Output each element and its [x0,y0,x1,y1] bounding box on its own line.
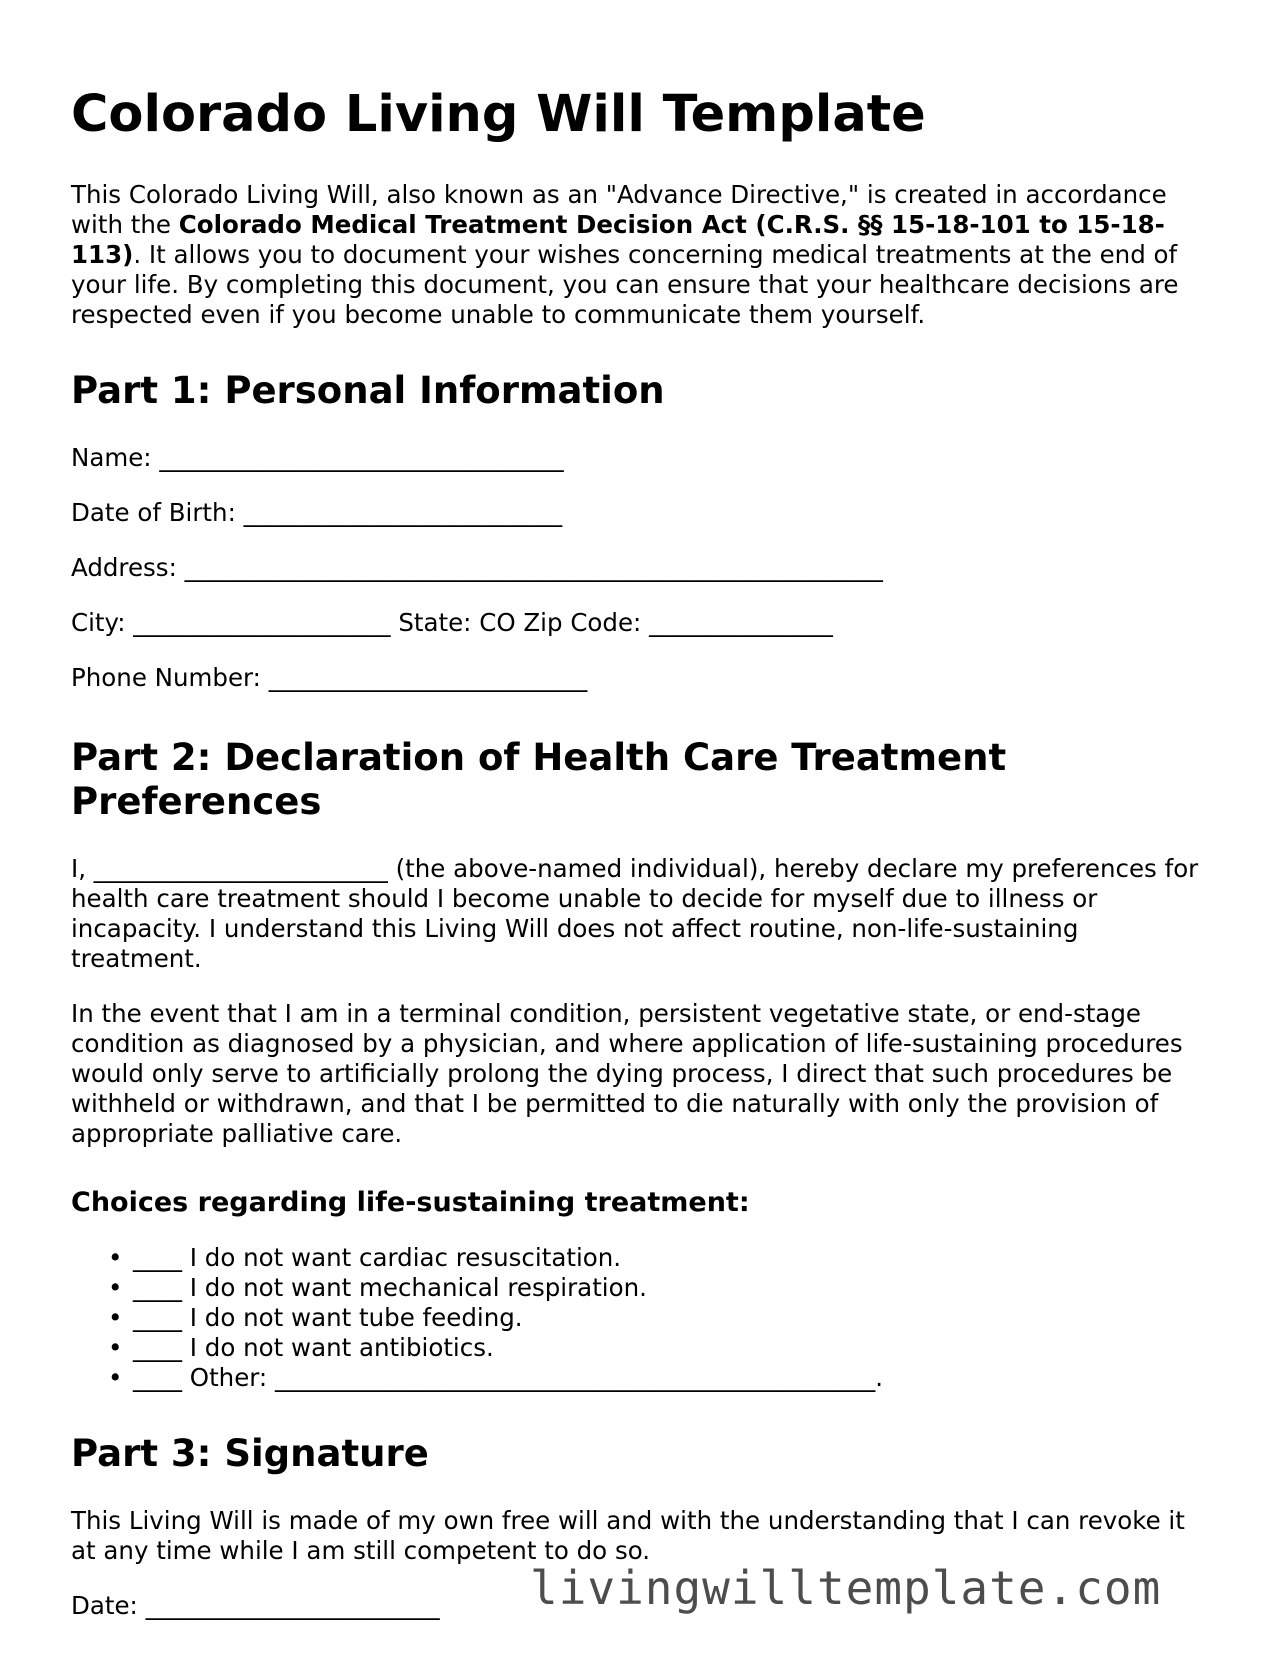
choice-cardiac: ____ I do not want cardiac resuscitation. [133,1243,622,1272]
list-item [108,1273,1211,1303]
intro-act-citation: Colorado Medical Treatment Decision Act (C.R.S. §§ 15-18-101 to 15-18-113) [71,210,1165,269]
intro-text-end: . It allows you to document your wishes concerning medical treatments at the end of your life. By completing this document, you can ensure that your healthcare decisions are respected even if you become unable to communicate them yourself. [71,240,1179,329]
choice-tube-feeding: ____ I do not want tube feeding. [133,1303,523,1332]
declaration-paragraph: I, ________________________ (the above-named individual), hereby declare my preferences for health care treatment should I become unable to decide for myself due to illness or incapacity. I understand this Living Will does not affect routine, non-life-sustaining treatment. [71,854,1199,973]
part3-heading: Part 3: Signature [71,1432,429,1475]
list-item [108,1243,1211,1273]
name-field: Name: _________________________________ [71,443,564,472]
list-item [108,1333,1211,1363]
list-item [108,1303,1211,1333]
phone-field: Phone Number: __________________________ [71,663,588,692]
choices-list [71,1243,1211,1393]
city-state-zip-field: City: _____________________ State: CO Zip Code: _______________ [71,608,833,637]
bullet-icon: • [108,1303,123,1332]
document-page [71,84,1211,1646]
bullet-icon: • [108,1273,123,1302]
choice-respiration: ____ I do not want mechanical respiration. [133,1273,647,1302]
intro-text-start: This Colorado Living Will, also known as an "Advance Directive," is created in accordance with the [71,180,1167,239]
choice-other: ____ Other: _________________________________________________. [133,1363,884,1392]
part1-heading: Part 1: Personal Information [71,369,665,412]
bullet-icon: • [108,1333,123,1362]
signature-statement: This Living Will is made of my own free will and with the understanding that I can revoke it at any time while I am still competent to do so. [71,1506,1185,1565]
list-item [108,1363,1211,1393]
document-title: Colorado Living Will Template [71,85,926,144]
part2-heading: Part 2: Declaration of Health Care Treatment Preferences [71,736,1007,823]
bullet-icon: • [108,1363,123,1392]
choice-antibiotics: ____ I do not want antibiotics. [133,1333,494,1362]
choices-heading: Choices regarding life-sustaining treatment: [71,1187,750,1218]
date-field: Date: ________________________ [71,1591,440,1620]
address-field: Address: _________________________________________________________ [71,553,883,582]
dob-field: Date of Birth: __________________________ [71,498,563,527]
intro-paragraph [71,180,1211,330]
watermark-logo: livingwilltemplate.com [530,1561,1162,1615]
terminal-condition-paragraph: In the event that I am in a terminal condition, persistent vegetative state, or end-stage condition as diagnosed by a physician, and where application of life-sustaining procedures would only serve to artificially prolong the dying process, I direct that such procedures be withheld or withdrawn, and that I be permitted to die naturally with only the provision of appropriate palliative care. [71,999,1183,1148]
bullet-icon: • [108,1243,123,1272]
